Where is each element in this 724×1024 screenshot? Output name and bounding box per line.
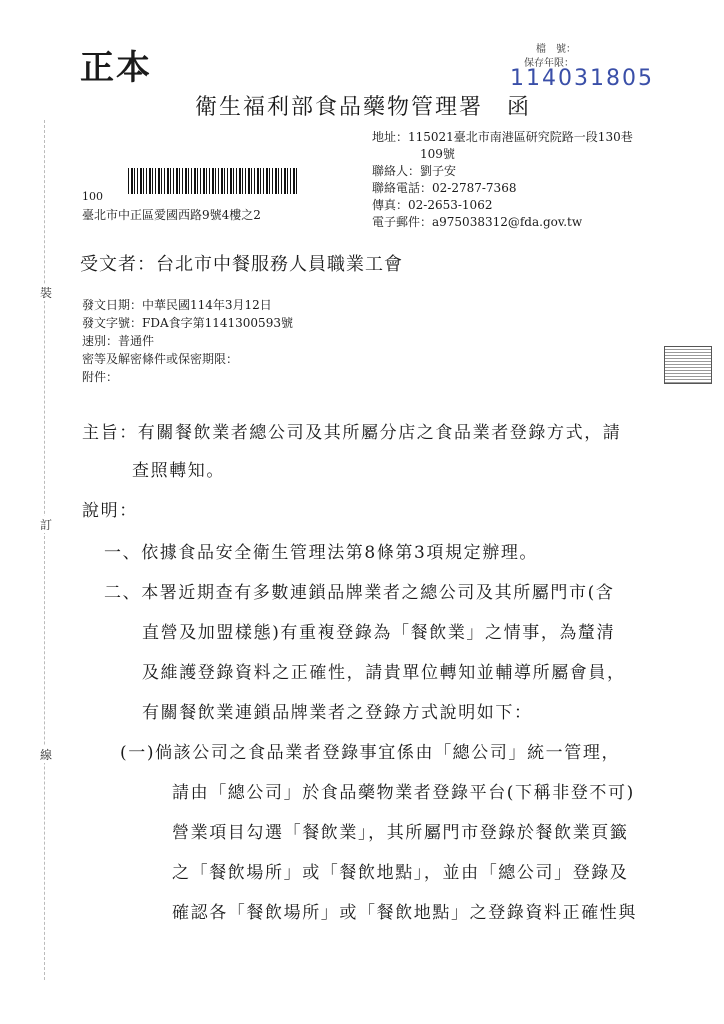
- binding-dashed-line: [44, 120, 46, 980]
- subject-line-2: 查照轉知。: [132, 461, 225, 481]
- sender-address: 地址：115021臺北市南港區研究院路一段130巷: [372, 130, 633, 144]
- sender-phone: 聯絡電話：02-2787-7368: [372, 181, 517, 195]
- sender-contact-person: 聯絡人：劉子安: [372, 164, 457, 178]
- binding-mark: 線: [40, 748, 53, 762]
- sub-item-1-line: 請由「總公司」於食品藥物業者登錄平台(下稱非登不可): [172, 783, 635, 803]
- sub-item-1-line: 確認各「餐飲場所」或「餐飲地點」之登錄資料正確性與: [172, 903, 637, 923]
- document-number: 發文字號：FDA食字第1141300593號: [82, 316, 293, 330]
- mail-barcode: [128, 168, 298, 194]
- file-number-label: 檔 號：: [536, 44, 576, 55]
- explanation-item-1: 一、依據食品安全衛生管理法第8條第3項規定辦理。: [104, 543, 539, 563]
- original-copy-seal: 正本: [80, 48, 152, 88]
- explanation-item-2-line: 及維護登錄資料之正確性，請貴單位轉知並輔導所屬會員，: [142, 663, 626, 683]
- explanation-heading: 說明：: [82, 501, 138, 521]
- agency-title: 衛生福利部食品藥物管理署 函: [195, 95, 532, 120]
- sub-item-1-line: 營業項目勾選「餐飲業」，其所屬門市登錄於餐飲業頁籤: [172, 823, 629, 843]
- attachments: 附件：: [82, 370, 119, 384]
- recipient: 受文者：台北市中餐服務人員職業工會: [80, 254, 403, 275]
- sender-email: 電子郵件：a975038312@fda.gov.tw: [372, 215, 583, 229]
- received-stamp: [664, 346, 712, 384]
- explanation-item-2-line: 有關餐飲業連鎖品牌業者之登錄方式說明如下：: [142, 703, 533, 723]
- recipient-address: 臺北市中正區愛國西路9號4樓之2: [82, 208, 261, 222]
- issue-date: 發文日期：中華民國114年3月12日: [82, 298, 272, 312]
- sender-fax: 傳真：02-2653-1062: [372, 198, 493, 212]
- recipient-zip: 100: [82, 190, 103, 203]
- sender-address-cont: 109號: [420, 147, 455, 161]
- explanation-item-2-line: 二、本署近期查有多數連鎖品牌業者之總公司及其所屬門市(含: [104, 583, 615, 603]
- sub-item-1-line: 之「餐飲場所」或「餐飲地點」，並由「總公司」登錄及: [172, 863, 629, 883]
- sub-item-1-line: (一)倘該公司之食品業者登錄事宜係由「總公司」統一管理，: [120, 743, 621, 763]
- retention-label: 保存年限：: [524, 58, 574, 69]
- file-number-stamp: 114031805: [510, 66, 654, 91]
- subject-line-1: 主旨：有關餐飲業者總公司及其所屬分店之食品業者登錄方式，請: [82, 423, 622, 443]
- binding-mark: 裝: [40, 286, 53, 300]
- explanation-item-2-line: 直營及加盟樣態)有重複登錄為「餐飲業」之情事，為釐清: [142, 623, 616, 643]
- speed-class: 速別：普通件: [82, 334, 155, 348]
- binding-mark: 訂: [40, 518, 53, 532]
- security-level: 密等及解密條件或保密期限：: [82, 352, 239, 366]
